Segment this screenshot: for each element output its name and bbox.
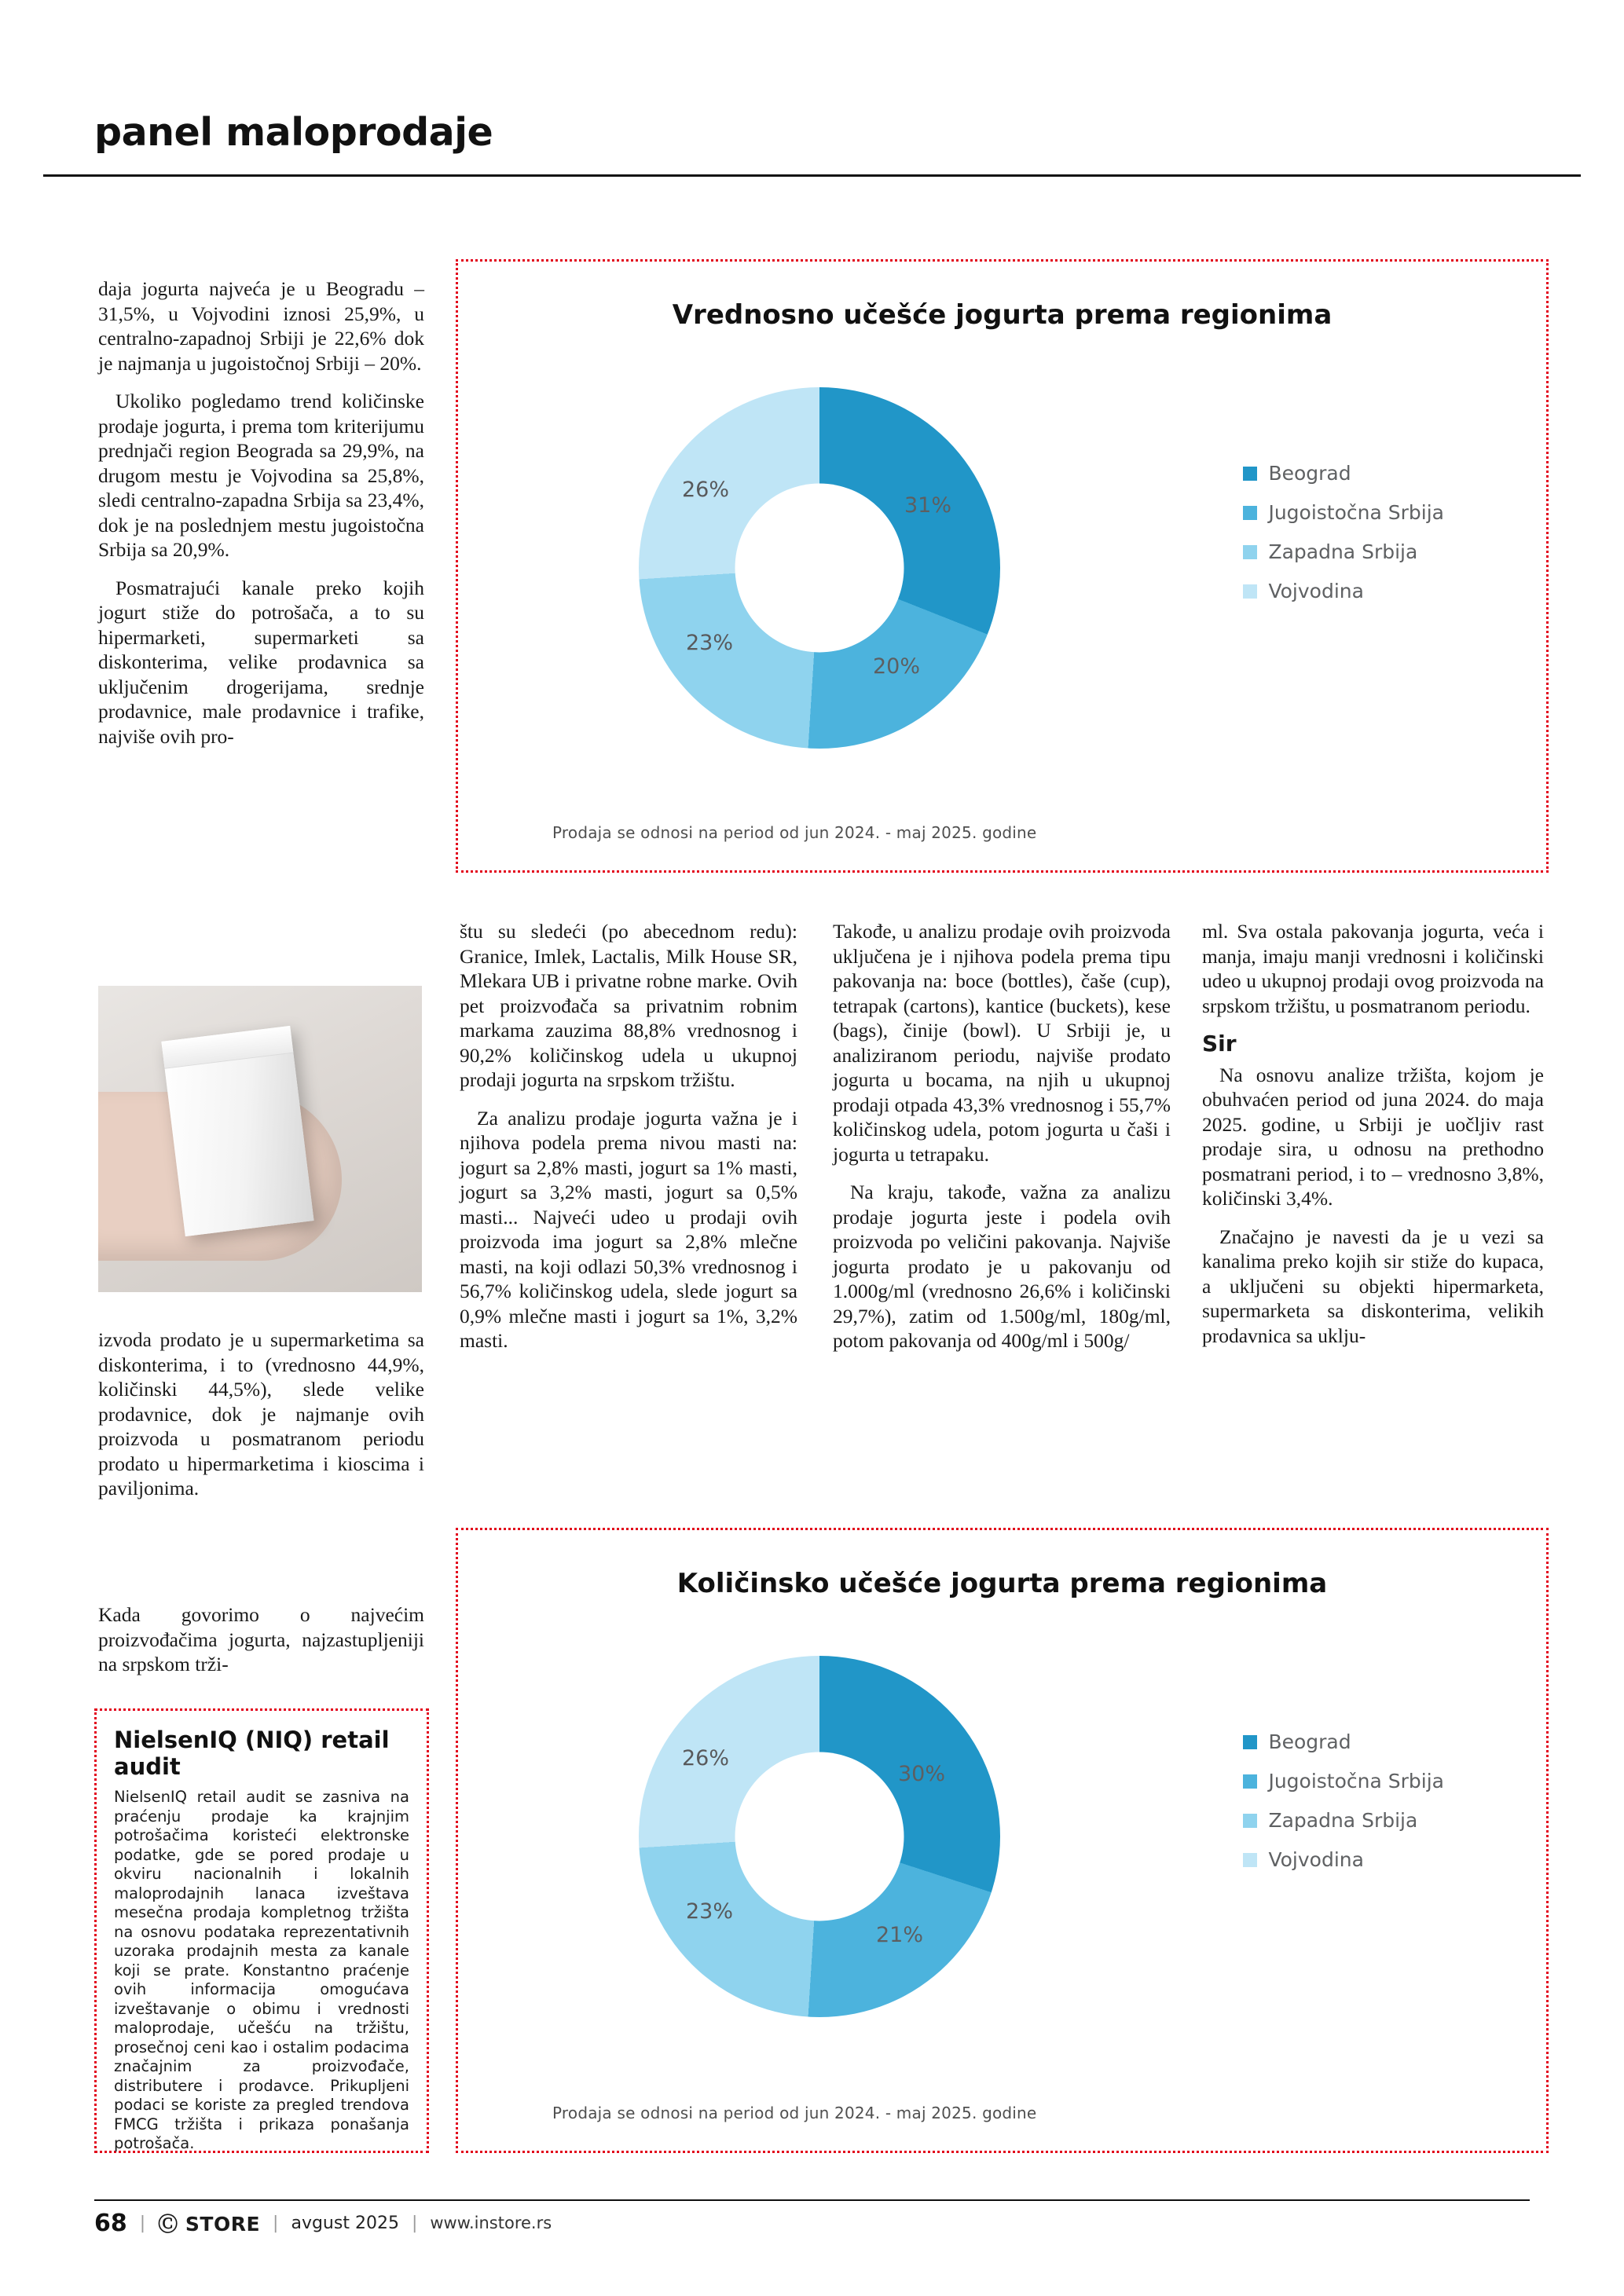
paragraph: Ukoliko pogledamo trend količinske prodaje jogurta, i prema tom kriterijumu prednjači region Beograda sa 29,9%, na drugom mestu je Vojvodina sa 25,8%, sledi centralno-zapadna Srbija sa 23,4%, dok je na poslednjem mestu jugoistočna Srbija sa 20,9%. <box>98 390 424 561</box>
legend-item <box>1243 580 1444 602</box>
legend-swatch-icon <box>1243 467 1257 481</box>
chart-legend-value <box>1243 462 1444 619</box>
legend-item <box>1243 1730 1444 1753</box>
legend-label: Jugoistočna Srbija <box>1268 1770 1444 1792</box>
donut-chart-volume <box>584 1617 1055 2056</box>
legend-swatch-icon <box>1243 1853 1257 1867</box>
legend-swatch-icon <box>1243 1814 1257 1828</box>
slice-label-jugoistocna: 21% <box>876 1923 924 1947</box>
donut-ring <box>639 1656 1000 2017</box>
slice-label-zapadna: 23% <box>686 1899 734 1924</box>
photo-milk-carton <box>161 1026 313 1236</box>
paragraph: daja jogurta najveća je u Beogradu – 31,5%, u Vojvodini iznosi 25,9%, u centralno-zapadnoj Srbiji je 22,6% dok je najmanja u jugoistočnoj Srbiji – 20%. <box>98 277 424 375</box>
legend-label: Vojvodina <box>1268 580 1364 602</box>
chart-legend-volume <box>1243 1730 1444 1888</box>
legend-item <box>1243 501 1444 524</box>
legend-swatch-icon <box>1243 1735 1257 1749</box>
paragraph: Značajno je navesti da je u vezi sa kanalima preko kojih sir stiže do kupaca, a uključeni su objekti hipermarketa, supermarketa sa diskonterima, velikih prodavnica sa uklju- <box>1202 1225 1544 1347</box>
chart-title: Količinsko učešće jogurta prema regionima <box>676 1568 1328 1599</box>
column-3 <box>833 919 1171 1367</box>
legend-swatch-icon <box>1243 584 1257 599</box>
nielsen-body: NielsenIQ retail audit se zasniva na praćenju prodaje ka krajnjim potrošačima koristeći elektronske podatke, gde se pored prodaje u okviru nacionalnih i lokalnih maloprodajnih lanaca izveštava mesečna prodaja kompletnog tržišta na osnovu podataka reprezentativnih uzoraka prodajnih mesta za kanale koji se prate. Konstantno praćenje ovih informacija omogućava izveštavanje o obimu i vrednosti maloprodaje, učešću na tržištu, prosečnoj ceni kao i ostalim podacima značajnim za proizvođače, distributere i prodavce. Prikupljeni podaci se koriste za pregled trendova FMCG tržišta i prikaza ponašanja potrošača. <box>114 1788 409 2152</box>
paragraph: Takođe, u analizu prodaje ovih proizvoda uključena je i njihova podela prema tipu pakovanja na: boce (bottles), čaše (cup), tetrapak (cartons), kantice (buckets), kese (bags), činije (bowl). U Srbiji je, u analiziranom periodu, najviše prodato jogurta u bocama, na njih u ukupnoj prodaji otpada 43,3% vrednosnog i 55,7% količinskog udela, potom jogurta u čaši i jogurta u tetrapaku. <box>833 920 1171 1166</box>
footer-separator: | <box>139 2213 146 2233</box>
product-photo <box>98 986 422 1292</box>
legend-item <box>1243 1809 1444 1832</box>
legend-label: Beograd <box>1268 1730 1351 1753</box>
legend-item <box>1243 1770 1444 1792</box>
slice-label-jugoistocna: 20% <box>873 654 921 679</box>
footer-separator: | <box>411 2213 418 2233</box>
legend-item <box>1243 540 1444 563</box>
paragraph: ml. Sva ostala pakovanja jogurta, veća i manja, imaju manji vrednosni i količinski udeo u ukupnoj prodaji ovog proizvoda na srpskom tržištu, u posmatranom periodu. <box>1202 920 1544 1017</box>
paragraph: Kada govorimo o najvećim proizvođačima jogurta, najzastupljeniji na srpskom trži- <box>98 1603 424 1675</box>
nielsen-title: NielsenIQ (NIQ) retail audit <box>114 1727 390 1780</box>
donut-hole <box>735 1752 904 1921</box>
legend-swatch-icon <box>1243 506 1257 520</box>
brand-name: STORE <box>185 2213 261 2236</box>
paragraph: Posmatrajući kanale preko kojih jogurt stiže do potrošača, a to su hipermarketi, supermarketi sa diskonterima, velike prodavnica sa uključenim drogerijama, srednje prodavnice, male prodavnice i trafike, najviše ovih pro- <box>98 576 424 748</box>
chart-note: Prodaja se odnosi na period od jun 2024. - maj 2025. godine <box>552 823 1037 842</box>
legend-label: Zapadna Srbija <box>1268 1809 1418 1832</box>
left-column-top <box>98 276 424 762</box>
legend-swatch-icon <box>1243 1774 1257 1789</box>
footer-divider <box>94 2199 1530 2201</box>
brand-logo <box>158 2209 260 2237</box>
page-footer <box>94 2209 552 2237</box>
slice-label-zapadna: 23% <box>686 631 734 655</box>
column-4 <box>1202 919 1544 1361</box>
section-subheading: Sir <box>1202 1031 1237 1056</box>
paragraph: štu su sledeći (po abecednom redu): Granice, Imlek, Lactalis, Milk House SR, Mlekara UB i privatne robne marke. Ovih pet proizvođača sa privatnim robnim markama zauzima 88,8% vrednosnog i 90,2% količinskog udela u ukupnoj prodaji jogurta na srpskom tržištu. <box>460 920 797 1091</box>
footer-separator: | <box>273 2213 279 2233</box>
issue-date: avgust 2025 <box>291 2213 399 2233</box>
chart-box-value-share <box>456 259 1549 873</box>
chart-title: Vrednosno učešće jogurta prema regionima <box>672 299 1333 331</box>
left-column-bottom <box>98 1602 424 1690</box>
nielsen-info-box <box>94 1708 429 2153</box>
donut-ring <box>639 387 1000 749</box>
chart-note: Prodaja se odnosi na period od jun 2024. - maj 2025. godine <box>552 2104 1037 2122</box>
copyright-icon: Ⓒ <box>158 2213 178 2236</box>
paragraph: Na osnovu analize tržišta, kojom je obuhvaćen period od juna 2024. do maja 2025. godine, u Srbiji je uočljiv rast prodaje sira, u odnosu na prethodno posmatrani period, i to – vrednosno 3,8%, količinski 3,4%. <box>1202 1063 1544 1210</box>
donut-chart-value <box>584 348 1055 788</box>
page-number: 68 <box>94 2209 127 2237</box>
legend-label: Beograd <box>1268 462 1351 485</box>
slice-label-beograd: 31% <box>904 493 952 518</box>
legend-label: Vojvodina <box>1268 1848 1364 1871</box>
website-url: www.instore.rs <box>430 2214 552 2232</box>
paragraph: izvoda prodato je u supermarketima sa diskonterima, i to (vrednosno 44,9%, količinski 44,5%), slede velike prodavnice, dok je najmanje ovih proizvoda u posmatranom periodu prodato u hipermarketima i kioscima i paviljonima. <box>98 1328 424 1500</box>
slice-label-vojvodina: 26% <box>682 1746 730 1771</box>
legend-swatch-icon <box>1243 545 1257 559</box>
column-2 <box>460 919 797 1367</box>
paragraph: Na kraju, takođe, važna za analizu prodaje jogurta jeste i podela ovih proizvoda po veličini pakovanja. Najviše jogurta prodato je u pakovanju od 1.000g/ml (vrednosno 26,6% i količinski 29,7%), zatim od 1.500g/ml, 180g/ml, potom pakovanja od 400g/ml i 500g/ <box>833 1181 1171 1352</box>
slice-label-vojvodina: 26% <box>682 478 730 502</box>
header-divider <box>43 174 1581 177</box>
legend-label: Jugoistočna Srbija <box>1268 501 1444 524</box>
slice-label-beograd: 30% <box>898 1762 946 1786</box>
paragraph: Za analizu prodaje jogurta važna je i njihova podela prema nivou masti na: jogurt sa 2,8% masti, jogurt sa 1% masti, jogurt sa 3,2% masti, jogurt sa 0,5% masti... Najveći udeo u prodaji ovih proizvoda ima jogurt sa 2,8% mlečne masti, na koji odlazi 50,3% vrednosnog i 56,7% količinskog udela, slede jogurt sa 0,9% mlečne masti i jogurt sa 1%, 3,2% masti. <box>460 1106 797 1352</box>
donut-hole <box>735 484 904 653</box>
left-column-middle <box>98 1327 424 1514</box>
legend-item <box>1243 462 1444 485</box>
page-title: panel maloprodaje <box>94 110 493 155</box>
chart-box-volume-share <box>456 1528 1549 2153</box>
legend-label: Zapadna Srbija <box>1268 540 1418 563</box>
legend-item <box>1243 1848 1444 1871</box>
